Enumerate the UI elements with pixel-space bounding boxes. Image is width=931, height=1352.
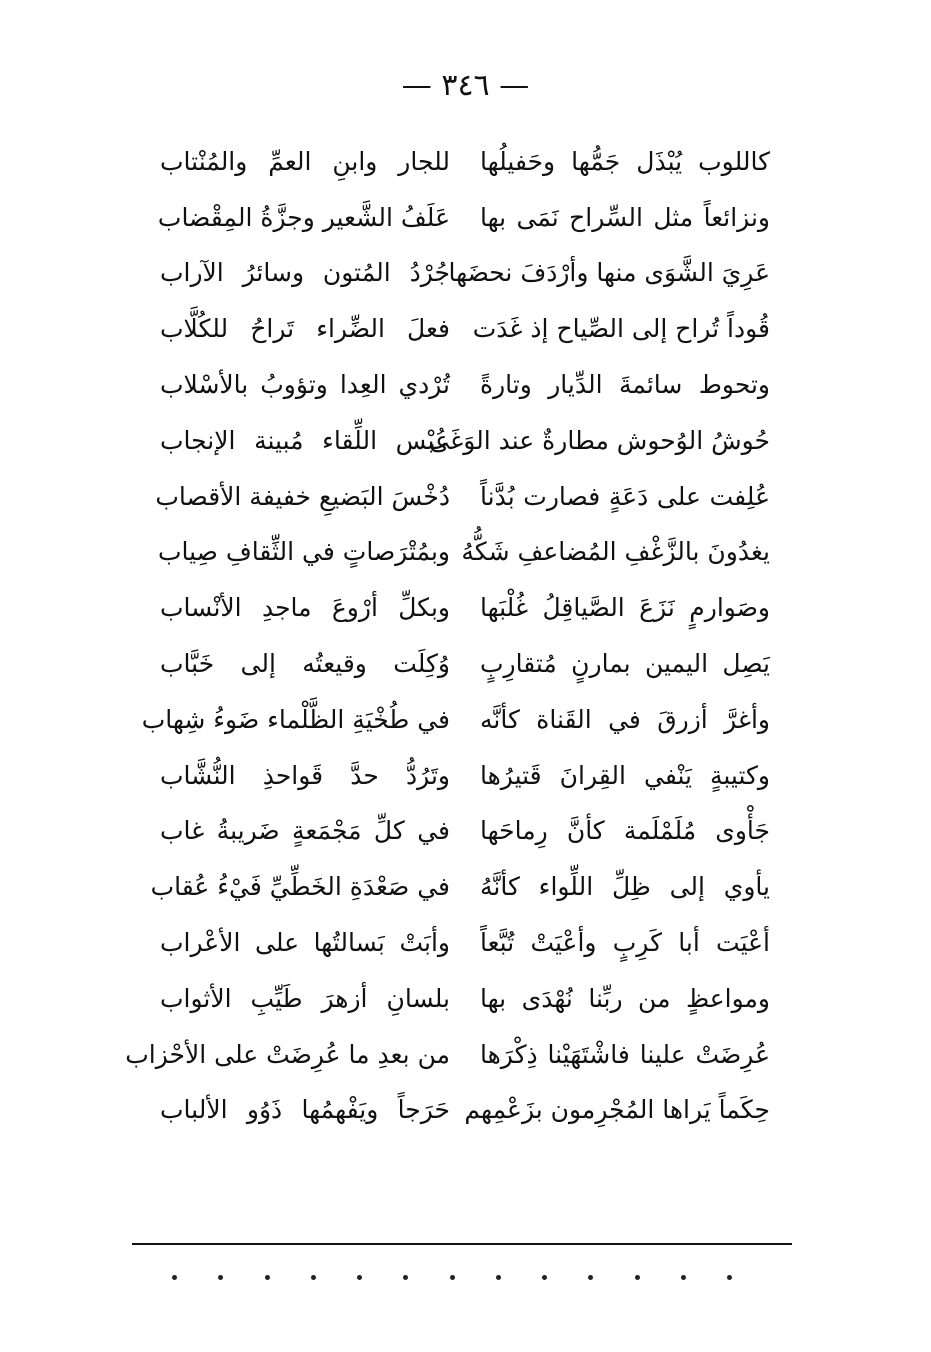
poem-verses [125,134,770,1138]
first-hemistich: ونزائعاً مثل السِّراح نَمَى بها [480,202,770,232]
verse-line [160,971,770,1027]
second-hemistich: في طُخْيَةِ الظَّلْماء ضَوءُ شِهاب [141,704,450,734]
footer-dot [265,1275,270,1280]
footer-dot [311,1275,316,1280]
footer-dot [403,1275,408,1280]
first-hemistich: وتحوط سائمةَ الدِّيار وتارةً [480,370,770,400]
footer-dots [172,1275,732,1280]
first-hemistich: وصَوارمٍ نَزَعَ الصَّياقِلُ غُلْبَها [480,593,770,623]
verse-line [157,525,770,581]
footer-dot [635,1275,640,1280]
first-hemistich: قُوداً تُراح إلى الصِّياح إذ غَدَت [472,314,770,344]
footer-dot [450,1275,455,1280]
first-hemistich: وكتيبةٍ يَنْفي القِرانَ قَتيرُها [480,760,770,790]
footer-dot [496,1275,501,1280]
footer-dot [727,1275,732,1280]
first-hemistich: عُلِفت على دَعَةٍ فصارت بُدَّناً [480,481,770,511]
first-hemistich: يَصِل اليمين بمارنٍ مُتقارِبٍ [480,649,770,679]
second-hemistich: عَلَفُ الشَّعير وجزَّةُ المِقْضاب [157,202,450,232]
first-hemistich: وأغرَّ أزرقَ في القَناة كأنَّه [480,704,770,734]
footer-dot [588,1275,593,1280]
verse-line [160,748,770,804]
verse-line [150,859,770,915]
second-hemistich: فعلَ الضِّراء تَراحُ للكُلَّاب [160,314,450,344]
second-hemistich: في صَعْدَةِ الخَطِّيِّ فَيْءُ عُقاب [150,872,450,902]
second-hemistich: وبكلِّ أرْوعَ ماجدِ الأنْساب [160,593,450,623]
footer-dot [218,1275,223,1280]
first-hemistich: عُرِضَتْ علينا فاشْتَهَيْنا ذِكْرَها [480,1039,770,1069]
first-hemistich: جَأْوى مُلَمْلَمة كأنَّ رِماحَها [480,816,770,846]
first-hemistich: حُوشُ الوُحوش مطارةٌ عند الوَغَى [429,425,770,455]
second-hemistich: دُخْسَ البَضيعِ خفيفة الأقصاب [155,481,450,511]
second-hemistich: جُرْدُ المُتون وسائرُ الآراب [160,258,450,288]
verse-line [160,301,770,357]
first-hemistich: كاللوب يُبْذَل جَمُّها وحَفيلُها [480,146,770,176]
second-hemistich: وتَرُدُّ حدَّ قَواحذِ النُّشَّاب [160,760,450,790]
verse-line [160,413,770,469]
verse-line [141,692,770,748]
first-hemistich: حِكَماً يَراها المُجْرِمون بزَعْمِهم [464,1095,770,1125]
second-hemistich: للجار وابنِ العمِّ والمُنْتاب [160,146,450,176]
first-hemistich: يأوي إلى ظِلِّ اللِّواء كأنَّهُ [480,872,770,902]
verse-line [160,357,770,413]
verse-line [160,134,770,190]
second-hemistich: حَرَجاً ويَفْهمُها ذَوُو الألباب [160,1095,450,1125]
first-hemistich: أعْيَت أبا كَرِبٍ وأعْيَتْ تُبَّعاً [480,928,770,958]
footer-dot [542,1275,547,1280]
verse-line [160,636,770,692]
verse-line [157,190,770,246]
verse-line [160,804,770,860]
second-hemistich: بلسانِ أزهرَ طَيِّبِ الأثواب [160,983,450,1013]
first-hemistich: عَرِيَ الشَّوَى منها وأرْدَفَ نحضَها [448,258,770,288]
verse-line [160,246,770,302]
second-hemistich: من بعدِ ما عُرِضَتْ على الأحْزاب [125,1039,450,1069]
first-hemistich: ومواعظٍ من ربِّنا نُهْدَى بها [480,983,770,1013]
second-hemistich: تُرْدي العِدا وتؤوبُ بالأسْلاب [160,370,450,400]
second-hemistich: عُبْس اللِّقاء مُبينة الإنجاب [160,425,450,455]
page-number: — ٣٤٦ — [401,68,530,103]
second-hemistich: وُكِلَت وقيعتُه إلى خَبَّاب [160,649,450,679]
second-hemistich: وأبَتْ بَسالتُها على الأعْراب [160,928,450,958]
footer-rule [132,1243,792,1245]
first-hemistich: يغدُونَ بالزَّغْفِ المُضاعفِ شَكُّهُ [461,537,770,567]
verse-line [155,469,770,525]
verse-line [160,1083,770,1139]
verse-line [160,915,770,971]
footer-dot [681,1275,686,1280]
verse-line [160,580,770,636]
second-hemistich: في كلِّ مَجْمَعةٍ ضَريبةُ غاب [160,816,450,846]
footer-dot [357,1275,362,1280]
footer-dot [172,1275,177,1280]
verse-line [125,1027,770,1083]
second-hemistich: وبمُتْرَصاتٍ في الثِّقافِ صِياب [157,537,450,567]
